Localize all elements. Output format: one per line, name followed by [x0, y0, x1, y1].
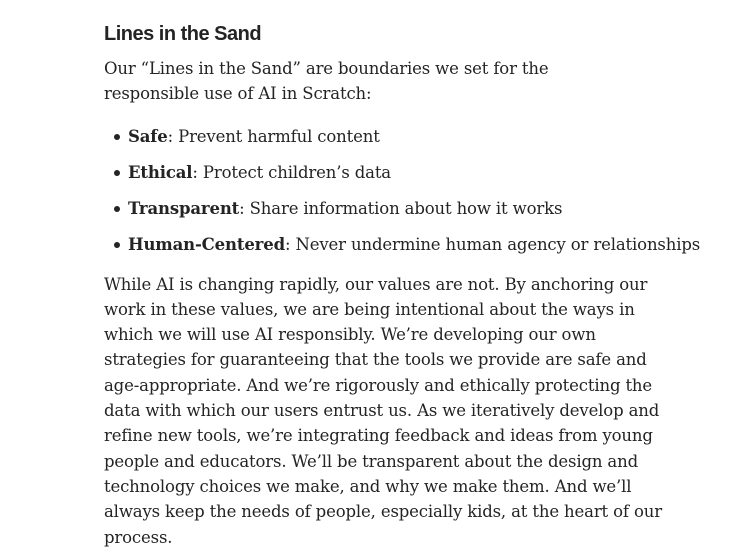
section-heading: Lines in the Sand [104, 23, 262, 45]
value-term: Safe [128, 126, 168, 146]
list-item-transparent [104, 196, 664, 221]
list-item-ethical [104, 160, 664, 185]
bullet-icon [114, 170, 120, 176]
list-item-safe [104, 124, 664, 149]
closing-paragraph: While AI is changing rapidly, our values are not. By anchoring our work in these values, we are being intentional about the ways in which we will use AI responsibly. We’re developing our own strategies for guaranteeing that the tools we provide are safe and age-appropriate. And we’re rigorously and ethically protecting the data with which our users entrust us. As we iteratively develop and refine new tools, we’re integrating feedback and ideas from young people and educators. We’ll be transparent about the design and technology choices we make, and why we make them. And we’ll always keep the needs of people, especially kids, at the heart of our process. [104, 274, 662, 547]
bullet-icon [114, 242, 120, 248]
list-item-human-centered [104, 232, 701, 257]
value-term: Ethical [128, 162, 193, 182]
value-description: : Protect children’s data [192, 162, 391, 182]
intro-paragraph: Our “Lines in the Sand” are boundaries we set for the responsible use of AI in Scratch: [104, 59, 549, 104]
value-description: : Never undermine human agency or relationships [284, 234, 701, 254]
value-term: Transparent [128, 198, 240, 218]
value-term: Human-Centered [128, 234, 285, 254]
value-description: : Share information about how it works [239, 198, 563, 218]
bullet-icon [114, 134, 120, 140]
value-description: : Prevent harmful content [167, 126, 380, 146]
values-list [104, 124, 701, 257]
article-section [104, 20, 701, 550]
bullet-icon [114, 206, 120, 212]
